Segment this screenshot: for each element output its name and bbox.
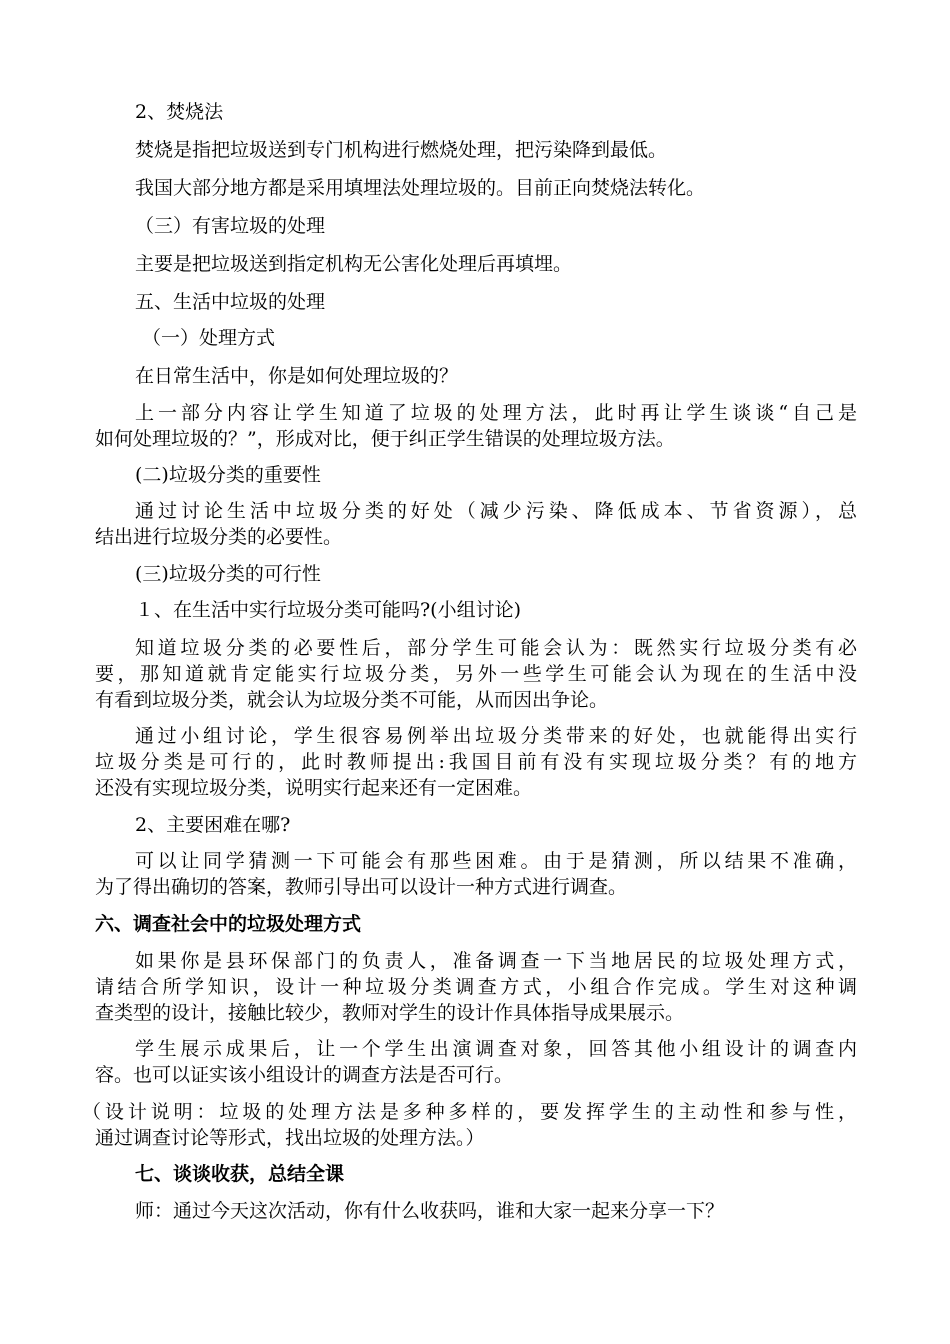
paragraph-line: 请结合所学知识，设计一种垃圾分类调查方式，小组合作完成。学生对这种调 — [95, 976, 857, 998]
paragraph-line: 查类型的设计，接触比较少，教师对学生的设计作具体指导成果展示。 — [95, 1002, 685, 1024]
paragraph-line: 垃圾分类是可行的，此时教师提出:我国目前有没有实现垃圾分类？有的地方 — [95, 751, 857, 773]
subheading-feasibility: (三)垃圾分类的可行性 — [135, 563, 321, 585]
paragraph-line: 通过讨论生活中垃圾分类的好处（减少污染、降低成本、节省资源），总 — [135, 500, 857, 522]
subheading-hazardous-waste: （三）有害垃圾的处理 — [135, 215, 326, 237]
paragraph-line: 上一部分内容让学生知道了垃圾的处理方法，此时再让学生谈谈“自己是 — [135, 402, 857, 424]
paragraph-line: 要，那知道就肯定能实行垃圾分类，另外一些学生可能会认为现在的生活中没 — [95, 663, 857, 685]
paragraph-line: 可以让同学猜测一下可能会有那些困难。由于是猜测，所以结果不准确， — [135, 850, 857, 872]
subheading-question-1: １、在生活中实行垃圾分类可能吗?(小组讨论) — [135, 599, 522, 621]
subheading-incineration: 2、焚烧法 — [135, 101, 224, 123]
paragraph-line: 为了得出确切的答案，教师引导出可以设计一种方式进行调查。 — [95, 876, 628, 898]
paragraph-line: 焚烧是指把垃圾送到专门机构进行燃烧处理，把污染降到最低。 — [135, 139, 668, 161]
paragraph-line: 我国大部分地方都是采用填埋法处理垃圾的。目前正向焚烧法转化。 — [135, 177, 706, 199]
paragraph-line: 学生展示成果后，让一个学生出演调查对象，回答其他小组设计的调查内 — [135, 1038, 857, 1060]
design-note-line: （设计说明：垃圾的处理方法是多种多样的，要发挥学生的主动性和参与性， — [82, 1101, 857, 1123]
paragraph-line: 师：通过今天这次活动，你有什么收获吗，谁和大家一起来分享一下？ — [135, 1200, 725, 1222]
paragraph-line: 知道垃圾分类的必要性后，部分学生可能会认为：既然实行垃圾分类有必 — [135, 637, 857, 659]
section-heading-6: 六、调查社会中的垃圾处理方式 — [95, 913, 362, 935]
paragraph-line: 容。也可以证实该小组设计的调查方法是否可行。 — [95, 1064, 514, 1086]
paragraph-line: 在日常生活中，你是如何处理垃圾的？ — [135, 365, 459, 387]
paragraph-line: 还没有实现垃圾分类，说明实行起来还有一定困难。 — [95, 777, 533, 799]
paragraph-line: 结出进行垃圾分类的必要性。 — [95, 526, 343, 548]
paragraph-line: 有看到垃圾分类，就会认为垃圾分类不可能，从而因出争论。 — [95, 689, 609, 711]
design-note-line: 通过调查讨论等形式，找出垃圾的处理方法。） — [95, 1127, 485, 1149]
subheading-importance: (二)垃圾分类的重要性 — [135, 464, 321, 486]
subheading-methods: （一）处理方式 — [142, 327, 276, 349]
section-heading-7: 七、谈谈收获，总结全课 — [135, 1163, 345, 1185]
subheading-question-2: 2、主要困难在哪? — [135, 814, 291, 836]
paragraph-line: 主要是把垃圾送到指定机构无公害化处理后再填埋。 — [135, 253, 573, 275]
paragraph-line: 通过小组讨论，学生很容易例举出垃圾分类带来的好处，也就能得出实行 — [135, 725, 857, 747]
paragraph-line: 如何处理垃圾的？”，形成对比，便于纠正学生错误的处理垃圾方法。 — [95, 428, 675, 450]
section-heading-5: 五、生活中垃圾的处理 — [135, 291, 326, 313]
paragraph-line: 如果你是县环保部门的负责人，准备调查一下当地居民的垃圾处理方式， — [135, 950, 857, 972]
